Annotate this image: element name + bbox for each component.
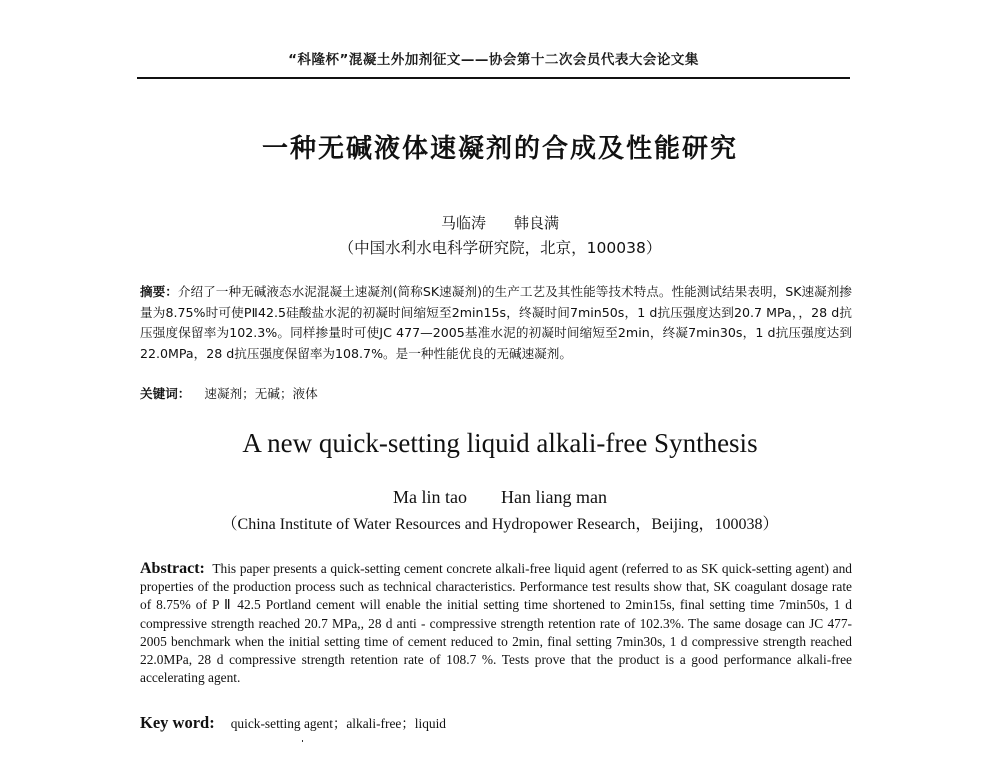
english-keywords-text: quick-setting agent；alkali-free；liquid bbox=[230, 716, 446, 731]
english-abstract-text: This paper presents a quick-setting cement concrete alkali-free liquid agent (referred to as SK quick-setting agent) and properties of the production process such as technical characteristics. Performance test results show that, SK coagulant dosage rate of 8.75% of P Ⅱ 42.5 Portland cement will enable the initial setting time shortened to 2min15s, final setting time 7min50s, 1 d compressive strength reached 20.7 MPa,, 28 d anti - compressive strength retention rate of 102.3%. The same dosage can JC 477-2005 benchmark when the initial setting time of cement reduced to 2min, final setting 7min30s, 1 d compressive strength reached 22.0MPa, 28 d compressive strength retention rate of 108.7 %. Tests prove that the product is a good performance alkali-free accelerating agent. bbox=[140, 561, 852, 686]
english-author-1: Ma lin tao bbox=[393, 487, 467, 507]
english-keywords-label: Key word: bbox=[140, 713, 215, 732]
english-author-2: Han liang man bbox=[501, 487, 607, 507]
chinese-keywords-text: 速凝剂；无碱；液体 bbox=[204, 386, 318, 401]
chinese-keywords bbox=[140, 384, 852, 404]
english-title: A new quick-setting liquid alkali-free Synthesis bbox=[242, 428, 758, 458]
english-affiliation: （China Institute of Water Resources and Hydropower Research，Beijing，100038） bbox=[221, 516, 779, 533]
chinese-author-2: 韩良满 bbox=[514, 214, 560, 232]
chinese-keywords-label: 关键词： bbox=[140, 386, 191, 401]
chinese-title: 一种无碱液体速凝剂的合成及性能研究 bbox=[261, 134, 738, 164]
english-abstract bbox=[140, 560, 852, 687]
header-rule bbox=[137, 77, 850, 79]
chinese-authors bbox=[0, 212, 1000, 233]
chinese-abstract-text: 介绍了一种无碱液态水泥混凝土速凝剂(简称SK速凝剂)的生产工艺及其性能等技术特点。性能测试结果表明，SK速凝剂掺量为8.75%时可使PⅡ42.5硅酸盐水泥的初凝时间缩短至2min15s，终凝时间7min50s，1 d抗压强度达到20.7 MPa，，28 d抗压强度保留率为102.3%。同样掺量时可使JC 477—2005基准水泥的初凝时间缩短至2min，终凝7min30s，1 d抗压强度达到22.0MPa，28 d抗压强度保留率为108.7%。是一种性能优良的无碱速凝剂。 bbox=[140, 284, 852, 361]
chinese-abstract-label: 摘要： bbox=[140, 284, 178, 299]
chinese-abstract bbox=[140, 282, 852, 364]
english-authors bbox=[0, 487, 1000, 508]
english-keywords bbox=[140, 713, 852, 733]
chinese-author-1: 马临涛 bbox=[440, 214, 486, 232]
chinese-affiliation: （中国水利水电科学研究院，北京，100038） bbox=[338, 239, 662, 257]
english-abstract-label: Abstract: bbox=[140, 560, 205, 577]
running-header: “科隆杯”混凝土外加剂征文——协会第十二次会员代表大会论文集 bbox=[288, 52, 699, 68]
scan-speck bbox=[302, 740, 303, 742]
